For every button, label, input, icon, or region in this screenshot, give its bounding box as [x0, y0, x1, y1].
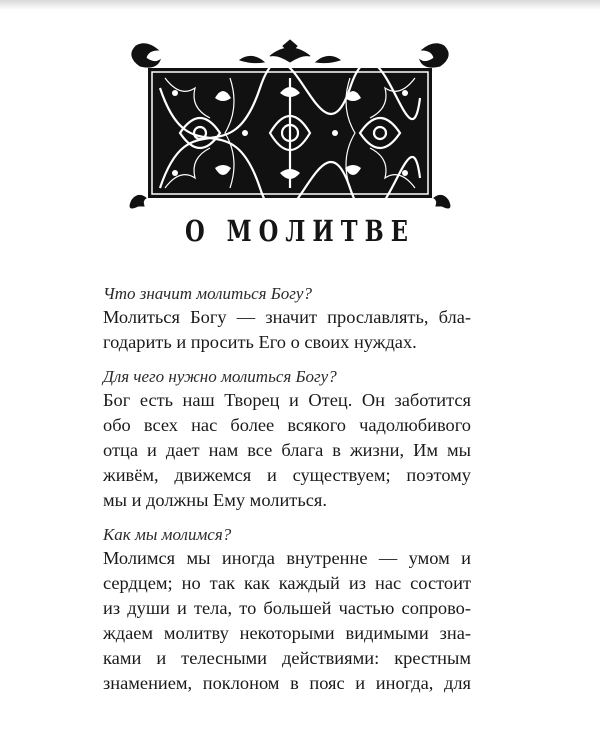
answer-line: Молимся мы иногда внутренне — умом и — [103, 548, 471, 568]
answer-line: ждаем молитву некоторыми видимыми зна- — [103, 623, 471, 643]
answer-line: знамением, поклоном в пояс и иногда, для — [103, 673, 471, 693]
answer-line: годарить и просить Его о своих нуждах. — [103, 332, 417, 352]
qa-section — [103, 365, 471, 513]
chapter-title: О МОЛИТВЕ — [184, 214, 416, 248]
answer-line: живём, движемся и существуем; поэтому — [103, 465, 471, 485]
answer-line: сердцем; но так как каждый из нас состоит — [103, 573, 471, 593]
answer-line: Молиться Богу — значит прославлять, бла- — [103, 307, 471, 327]
answer-line: отца и дает нам все блага в жизни, Им мы — [103, 440, 471, 460]
answer-line: ками и телесными действиями: крестным — [103, 648, 471, 668]
page-edge-shadow — [0, 0, 600, 10]
answer-text — [103, 546, 471, 696]
qa-section — [103, 282, 471, 355]
answer-line: Бог есть наш Творец и Отец. Он заботится — [103, 390, 471, 410]
answer-text — [103, 305, 471, 355]
answer-line: мы и должны Ему молиться. — [103, 490, 327, 510]
question-heading: Для чего нужно молиться Богу? — [103, 367, 337, 386]
answer-line: из души и тела, то большей частью сопрово- — [103, 598, 471, 618]
question-heading: Как мы молимся? — [103, 525, 232, 544]
floral-ornament-icon — [120, 38, 460, 218]
question-heading: Что значит молиться Богу? — [103, 284, 312, 303]
qa-section — [103, 523, 471, 696]
chapter-body — [103, 282, 471, 706]
answer-line: обо всех нас более всякого чадолюбивого — [103, 415, 471, 435]
answer-text — [103, 388, 471, 513]
